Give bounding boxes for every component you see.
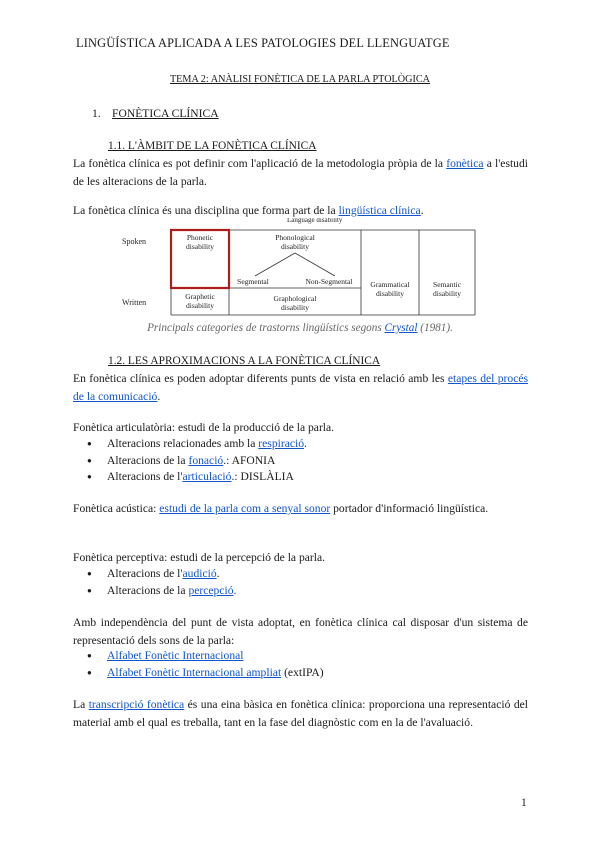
graphological-label: Graphological xyxy=(273,294,317,303)
segmental-label: Segmental xyxy=(237,277,269,286)
link-transcripcio-fonetica[interactable]: transcripció fonètica xyxy=(88,698,185,711)
articulatory-list xyxy=(73,436,307,486)
text: Fonètica acústica: xyxy=(73,502,160,515)
link-alfabet-ampliat[interactable]: Alfabet Fonètic Internacional ampliat xyxy=(107,665,282,679)
document-title: LINGÜÍSTICA APLICADA A LES PATOLOGIES DEL LLENGUATGE xyxy=(76,36,450,50)
text: . xyxy=(420,204,424,217)
text: . xyxy=(216,567,220,580)
language-disability-figure xyxy=(117,218,481,318)
phonetic-label-2: disability xyxy=(186,242,214,251)
paragraph-transcription xyxy=(73,696,528,731)
text: (extIPA) xyxy=(281,665,324,679)
phonetic-label: Phonetic xyxy=(186,233,214,242)
text: Alteracions relacionades amb la xyxy=(107,437,259,450)
link-linguistica-clinica[interactable]: lingüística clínica xyxy=(338,204,421,217)
text: La fonètica clínica es pot definir com l'aplicació de la metodologia pròpia de la xyxy=(73,157,447,170)
link-audicio[interactable]: audició xyxy=(182,567,217,580)
figure-top-label: Language disability xyxy=(287,218,343,224)
text: Alteracions de l' xyxy=(107,470,183,483)
graphological-label-2: disability xyxy=(281,303,309,312)
text: a l'estudi de les alteracions de la parla. xyxy=(73,157,528,188)
list-item xyxy=(73,436,307,453)
text: (1981). xyxy=(417,322,453,334)
paragraph-definition xyxy=(73,155,528,190)
non-segmental-label: Non-Segmental xyxy=(305,277,353,286)
page-number: 1 xyxy=(521,797,527,809)
figure-caption xyxy=(0,322,600,334)
perceptive-list xyxy=(73,566,236,599)
alphabet-list xyxy=(73,648,324,681)
section-title: FONÈTICA CLÍNICA xyxy=(112,107,219,120)
link-etapes-comunicacio[interactable]: etapes del procés de la comunicació xyxy=(73,372,529,403)
text: En fonètica clínica es poden adoptar diferents punts de vista en relació amb les xyxy=(73,372,448,385)
branch-non-segmental xyxy=(295,253,335,276)
list-item xyxy=(73,453,307,470)
paragraph-approaches xyxy=(73,370,528,405)
grammatical-label-2: disability xyxy=(376,289,404,298)
text: Alteracions de la xyxy=(107,453,189,467)
paragraph-independence: Amb independència del punt de vista adoptat, en fonètica clínica cal disposar d'un sistema de representació dels sons de la parla: xyxy=(73,616,528,647)
graphetic-label: Graphetic xyxy=(185,292,215,301)
link-articulacio[interactable]: articulació xyxy=(182,470,232,483)
list-item xyxy=(73,566,236,583)
text: . xyxy=(233,583,237,597)
grammatical-label: Grammatical xyxy=(370,280,410,289)
row-label-written: Written xyxy=(122,298,147,307)
link-crystal[interactable]: Crystal xyxy=(384,322,418,334)
section-number: 1. xyxy=(92,107,101,120)
paragraph-discipline xyxy=(73,202,528,220)
branch-segmental xyxy=(255,253,295,276)
text: Alteracions de la xyxy=(107,583,189,597)
text: és una eina bàsica en fonètica clínica: proporciona una representació del material amb el qual es treballa, tant en la fase del diagnòstic com en la de l'avaluació. xyxy=(73,698,528,729)
text: .: DISLÀLIA xyxy=(231,470,294,483)
section-heading xyxy=(92,107,219,120)
link-respiracio[interactable]: respiració xyxy=(258,437,305,450)
link-alfabet-fonetic[interactable]: Alfabet Fonètic Internacional xyxy=(107,649,244,662)
paragraph-acoustic xyxy=(73,500,528,518)
topic-subtitle: TEMA 2: ANÀLISI FONÈTICA DE LA PARLA PTOLÒGICA xyxy=(169,74,431,85)
subsection-heading-1-1: 1.1. L'ÀMBIT DE LA FONÈTICA CLÍNICA xyxy=(108,140,317,152)
text: La xyxy=(73,698,89,711)
paragraph-perceptive: Fonètica perceptiva: estudi de la percepció de la parla. xyxy=(73,551,326,564)
row-label-spoken: Spoken xyxy=(122,237,146,246)
graphetic-label-2: disability xyxy=(186,301,214,310)
text: portador d'informació lingüística. xyxy=(330,502,489,515)
list-item xyxy=(73,583,236,600)
list-item xyxy=(73,665,324,682)
list-item xyxy=(73,648,324,665)
text: . xyxy=(157,389,161,403)
link-fonacio[interactable]: fonació xyxy=(188,453,224,467)
subsection-heading-1-2: 1.2. LES APROXIMACIONS A LA FONÈTICA CLÍNICA xyxy=(108,355,381,367)
text: .: AFONIA xyxy=(223,453,276,467)
list-item xyxy=(73,469,307,486)
phonological-label: Phonological xyxy=(275,233,315,242)
paragraph-articulatory: Fonètica articulatòria: estudi de la producció de la parla. xyxy=(73,421,335,434)
link-senyal-sonor[interactable]: estudi de la parla com a senyal sonor xyxy=(159,502,331,515)
link-percepcio[interactable]: percepció xyxy=(188,583,234,597)
text: Principals categories de trastorns lingüístics segons xyxy=(147,322,385,334)
semantic-label: Semantic xyxy=(433,280,461,289)
text: Alteracions de l' xyxy=(107,567,183,580)
text: La fonètica clínica és una disciplina que forma part de la xyxy=(73,204,339,217)
text: . xyxy=(304,437,307,450)
semantic-label-2: disability xyxy=(433,289,461,298)
link-fonetica[interactable]: fonètica xyxy=(446,157,484,170)
phonological-label-2: disability xyxy=(281,242,309,251)
